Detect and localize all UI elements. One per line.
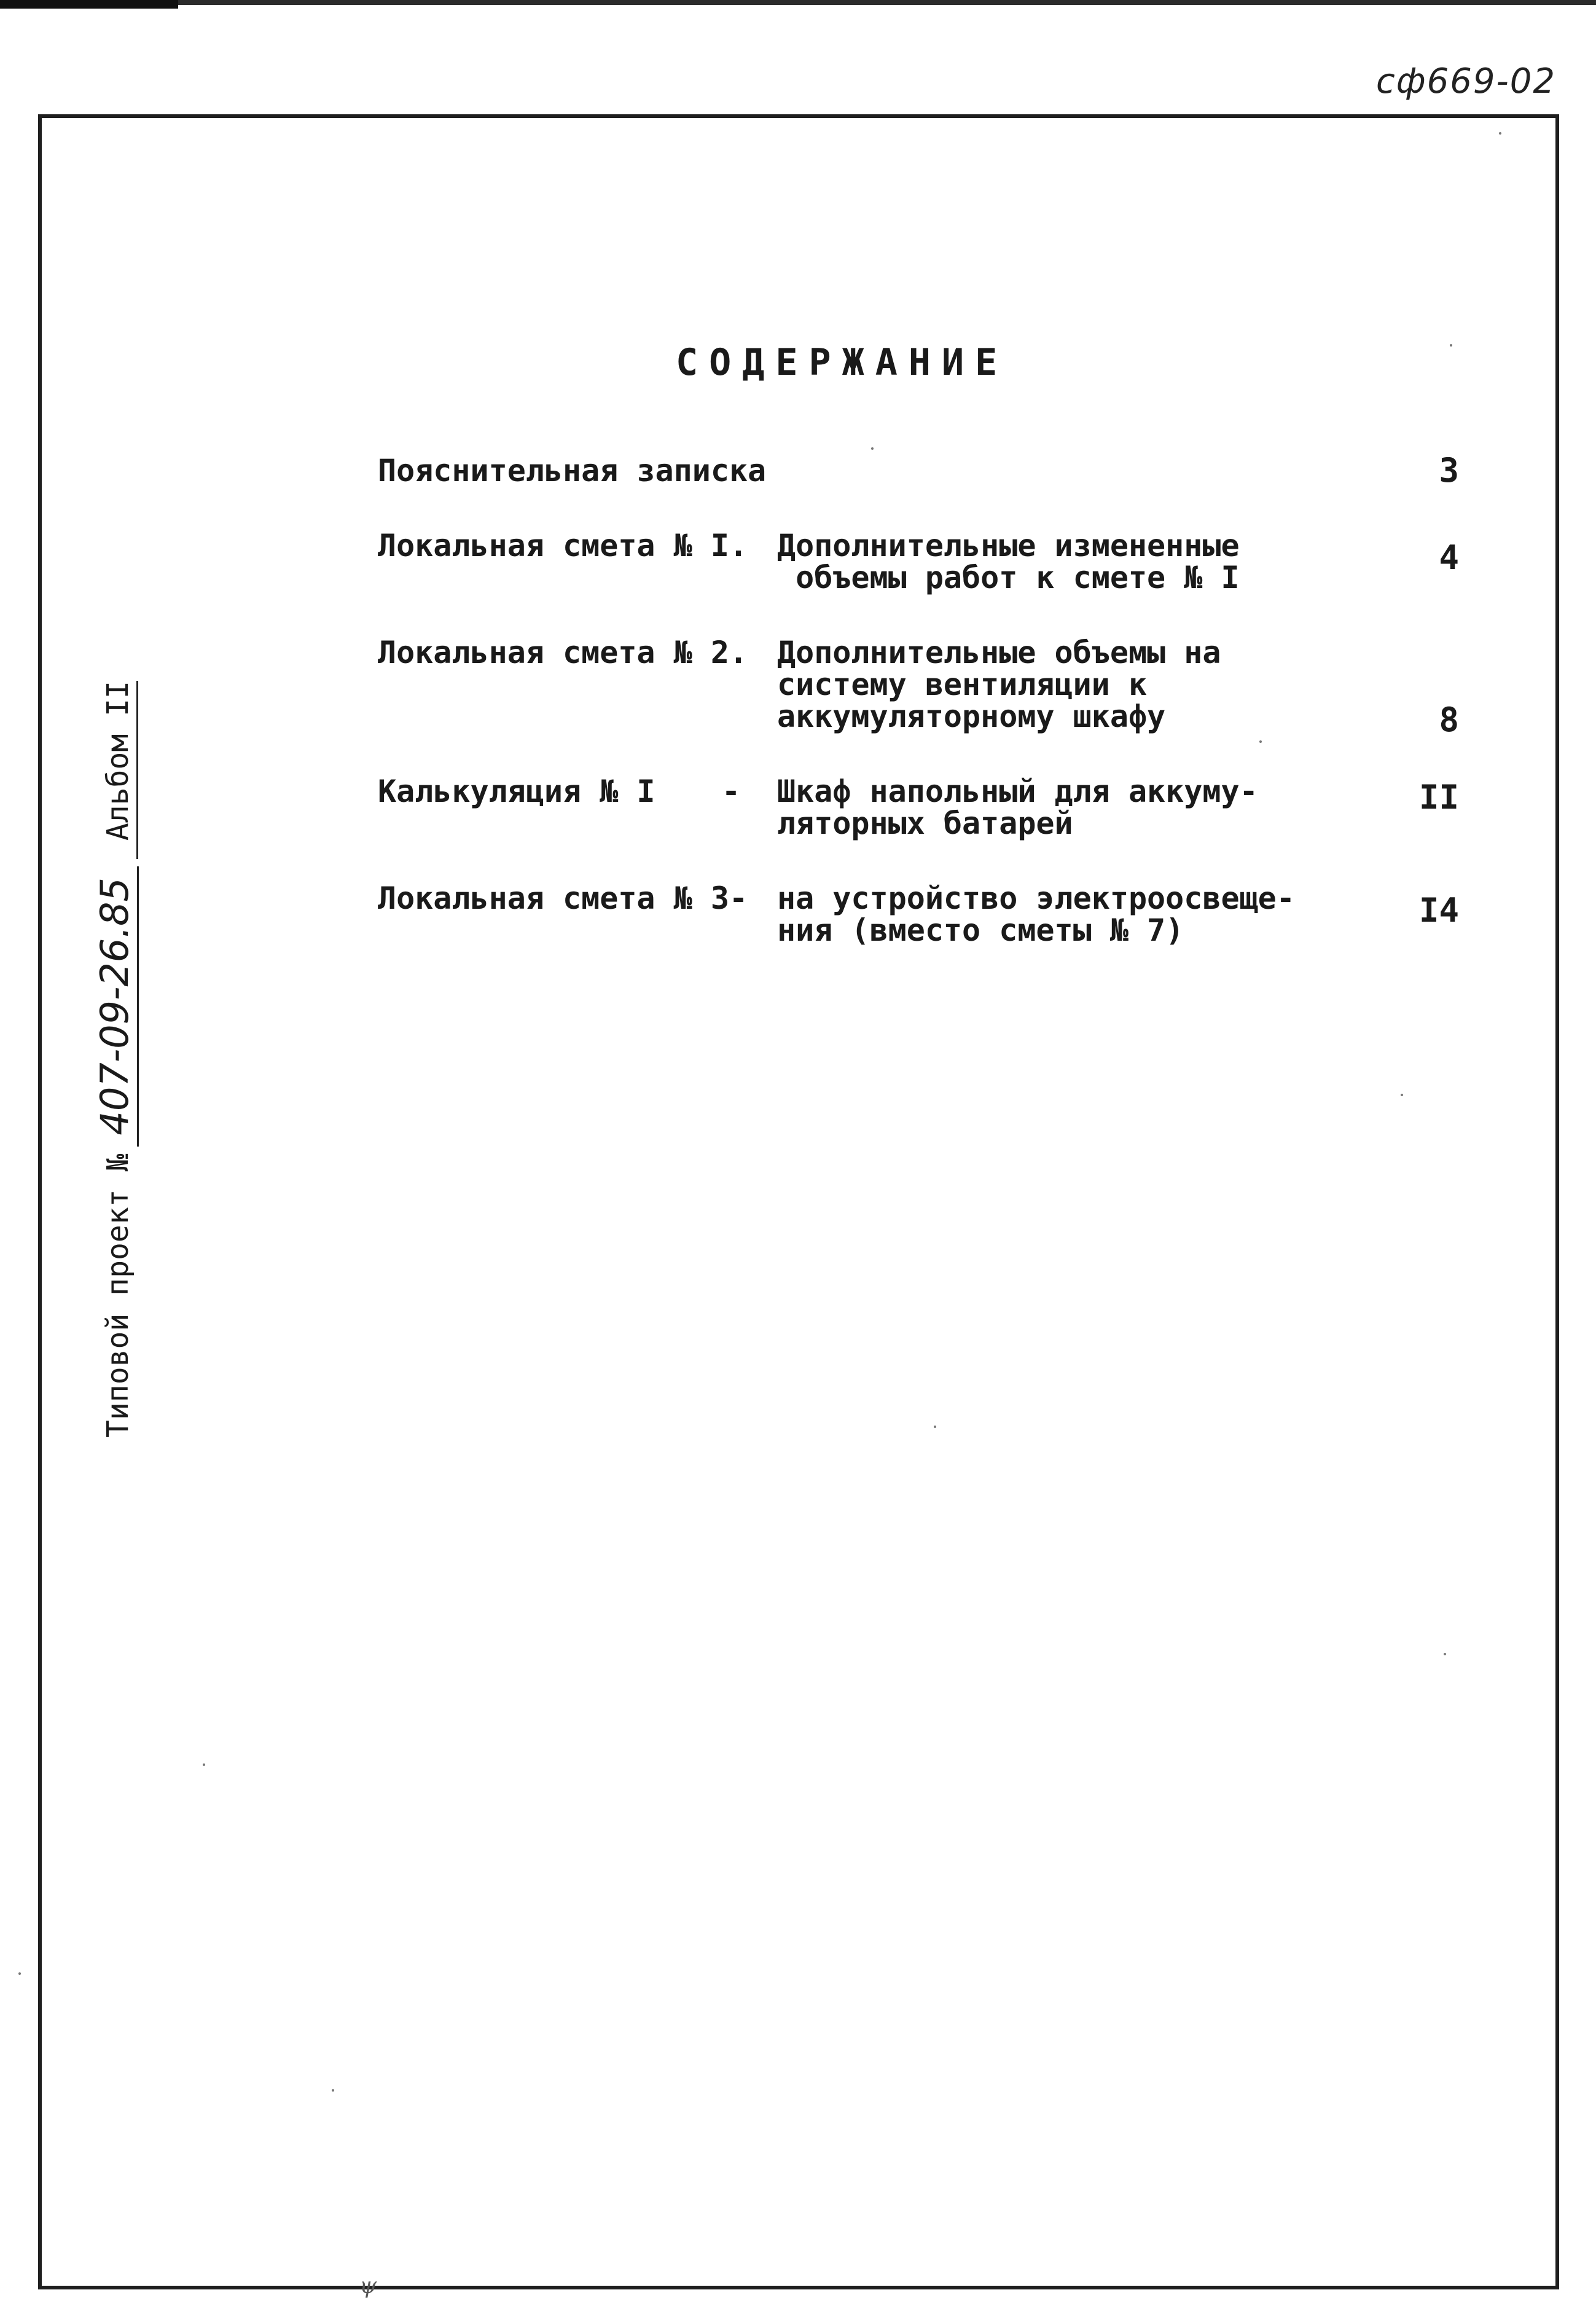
toc-row — [378, 530, 1459, 594]
table-of-contents — [378, 451, 1459, 989]
scan-mark: ψ — [359, 2273, 377, 2299]
scan-speck — [1450, 344, 1452, 347]
scan-speck — [1499, 132, 1501, 135]
toc-row-label: Локальная смета № 3- — [378, 881, 748, 916]
scan-speck — [1444, 1653, 1446, 1655]
scan-speck — [934, 1426, 936, 1428]
scan-speck — [332, 2089, 334, 2092]
scan-speck — [871, 447, 874, 450]
toc-row — [378, 882, 1459, 946]
toc-row-page: 3 — [1439, 451, 1459, 490]
toc-row-label: Локальная смета № I. — [378, 528, 748, 563]
toc-row-label: Калькуляция № I — [378, 774, 655, 809]
scan-speck — [203, 1763, 205, 1766]
toc-row — [378, 451, 1459, 490]
page-frame — [38, 114, 1559, 2289]
scan-speck — [18, 1972, 21, 1975]
toc-row — [378, 775, 1459, 839]
scan-speck — [1401, 1094, 1403, 1096]
scan-top-edge-dark — [0, 0, 178, 9]
side-stamp-prefix: Типовой проект № — [101, 1153, 135, 1438]
side-stamp — [92, 516, 154, 1438]
toc-row-page: I4 — [1418, 891, 1459, 930]
toc-row-description: Шкаф напольный для аккуму- ляторных батарей — [777, 774, 1258, 841]
toc-row-dash: - — [722, 774, 741, 809]
toc-row-label: Пояснительная записка — [378, 453, 767, 488]
page-title: СОДЕРЖАНИЕ — [676, 341, 1009, 384]
toc-row — [378, 635, 1459, 739]
toc-row-page: 4 — [1439, 538, 1459, 577]
toc-row-label: Локальная смета № 2. — [378, 635, 748, 670]
toc-row-description: Дополнительные измененные объемы работ к смете № I — [777, 528, 1240, 595]
toc-row-description: Дополнительные объемы на систему вентиляции к аккумуляторному шкафу — [777, 635, 1221, 734]
toc-row-page: II — [1418, 778, 1459, 817]
scan-speck — [1259, 740, 1262, 743]
toc-row-page: 8 — [1439, 700, 1459, 739]
side-stamp-album: Альбом II — [101, 681, 138, 859]
toc-row-description: на устройство электроосвеще- ния (вместо сметы № 7) — [777, 881, 1295, 948]
document-code: сф669-02 — [1376, 61, 1557, 101]
side-stamp-project-number: 407-09-26.85 — [92, 866, 139, 1146]
scan-top-edge — [0, 0, 1596, 5]
